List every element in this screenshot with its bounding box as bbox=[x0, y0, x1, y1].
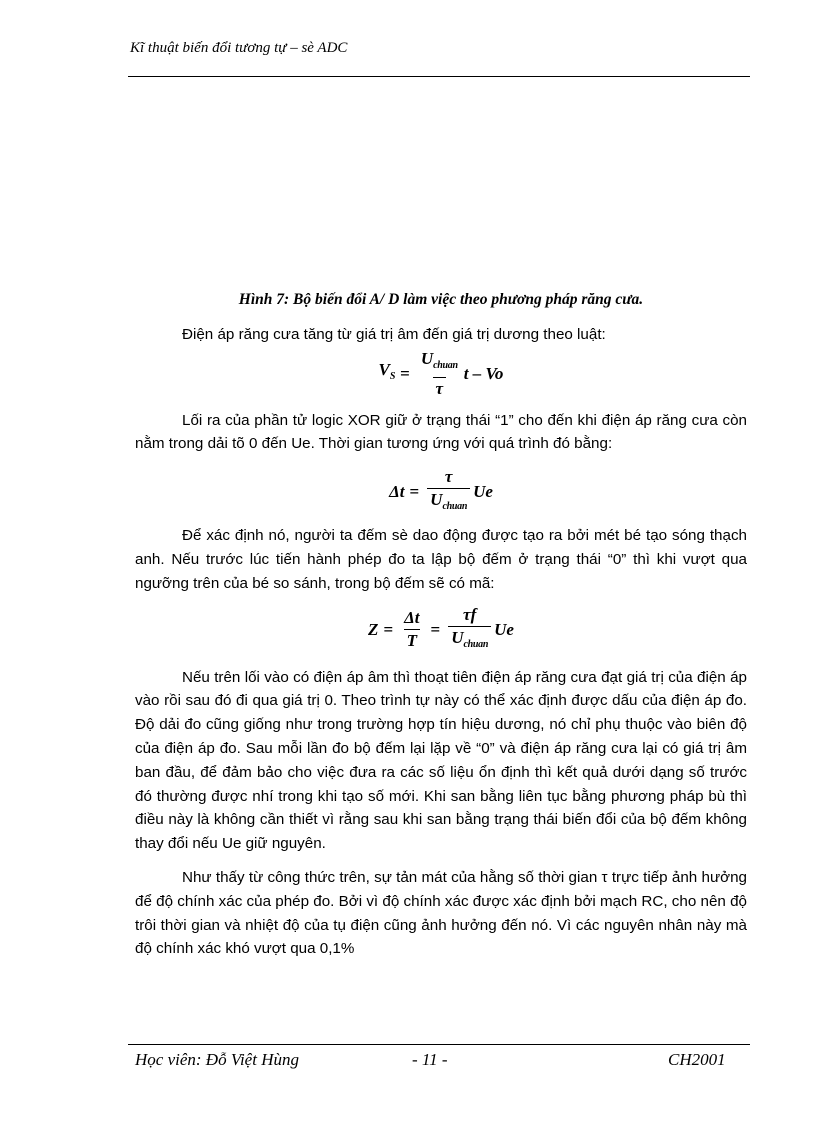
eq3-equals-2: = bbox=[430, 619, 441, 639]
header-rule bbox=[128, 76, 750, 77]
equation-count-z bbox=[135, 600, 747, 660]
paragraph-4: Nếu trên lối vào có điện áp âm thì thoạt tiên điện áp răng cưa đạt giá trị của điện áp vào rồi sau đó đi qua giá trị 0. Theo trình tự này có thể xác định được dấu của điện áp đo. Độ dải đo cũng giống như trong trường hợp tín hiệu dương, nó chỉ phụ thuộc vào biên độ của điện áp đo. Sau mỗi lần đo bộ đếm lại lặp về “0” và điện áp răng cưa lại có giá trị âm ban đầu, để đảm bảo cho việc đưa ra các số liệu ổn định thì kết quả dưới dạng số trước đó thường được nhí trong khi tạo số mới. Khi san bằng liên tục bằng phương pháp bù thì điều này là không cần thiết vì rằng sau khi san bằng trạng thái biến đổi của bộ đếm không thay đổi nếu Ue giữ nguyên. bbox=[135, 668, 747, 853]
figure-caption: Hình 7: Bộ biến đổi A/ D làm việc theo phương pháp răng cưa. bbox=[238, 291, 644, 308]
equation-sawtooth bbox=[135, 349, 747, 399]
eq3-rest: Ue bbox=[494, 619, 514, 639]
eq2-numerator: τ bbox=[444, 467, 453, 487]
equation-delta-t bbox=[135, 464, 747, 520]
eq1-rest: t – Vo bbox=[463, 363, 504, 383]
eq1-numerator: $U_{chuan}$ bbox=[420, 348, 458, 371]
eq1-lhs: $V_S$ bbox=[378, 360, 396, 383]
eq3-f1-denominator: T bbox=[404, 629, 420, 651]
eq1-fraction bbox=[418, 349, 461, 399]
eq3-fraction-2 bbox=[448, 605, 491, 655]
footer-rule bbox=[128, 1044, 750, 1045]
eq2-rest: Ue bbox=[473, 482, 493, 502]
eq3-f2-denominator: $U_{chuan}$ bbox=[448, 626, 491, 655]
footer-code: CH2001 bbox=[668, 1050, 726, 1069]
eq3-equals-1: = bbox=[383, 619, 394, 639]
eq3-fraction-1 bbox=[401, 608, 422, 651]
eq3-lhs: Z bbox=[368, 619, 379, 639]
eq3-f2-numerator: τf bbox=[463, 604, 477, 624]
eq2-lhs: Δt bbox=[389, 482, 405, 502]
running-header: Kĩ thuật biến đổi tương tự – sè ADC bbox=[130, 40, 348, 56]
eq2-fraction bbox=[427, 467, 470, 517]
eq3-f1-numerator: Δt bbox=[404, 608, 420, 628]
page-body bbox=[135, 288, 747, 961]
footer-author: Học viên: Đỗ Việt Hùng bbox=[135, 1050, 299, 1069]
eq2-denominator: $U_{chuan}$ bbox=[427, 488, 470, 517]
paragraph-1: Điện áp răng cưa tăng từ giá trị âm đến giá trị dương theo luật: bbox=[182, 325, 606, 343]
paragraph-2: Lối ra của phần tử logic XOR giữ ở trạng thái “1” cho đến khi điện áp răng cưa còn nằm trong dải tõ 0 đến Ue. Thời gian tương ứng với quá trình đó bằng: bbox=[135, 411, 747, 453]
eq1-equals: = bbox=[400, 363, 410, 383]
paragraph-5: Như thấy từ công thức trên, sự tản mát của hằng số thời gian τ trực tiếp ảnh hưởng để độ chính xác của phép đo. Bởi vì độ chính xác được xác định bởi mạch RC, cho nên độ trôi thời gian và nhiệt độ của tụ điện cũng ảnh hưởng đến nó. Vì các nguyên nhân này mà độ chính xác khó vượt qua 0,1% bbox=[135, 868, 747, 958]
paragraph-3: Để xác định nó, người ta đếm sè dao động được tạo ra bởi mét bé tạo sóng thạch anh. Nếu trước lúc tiến hành phép đo ta lập bộ đếm ở trạng thái “0” thì khi vượt qua ngưỡng trên của bé so sánh, trong bộ đếm sẽ có mã: bbox=[135, 527, 747, 592]
page-number: - 11 - bbox=[412, 1050, 448, 1069]
eq1-denominator: τ bbox=[433, 377, 447, 399]
eq2-equals: = bbox=[409, 482, 420, 502]
